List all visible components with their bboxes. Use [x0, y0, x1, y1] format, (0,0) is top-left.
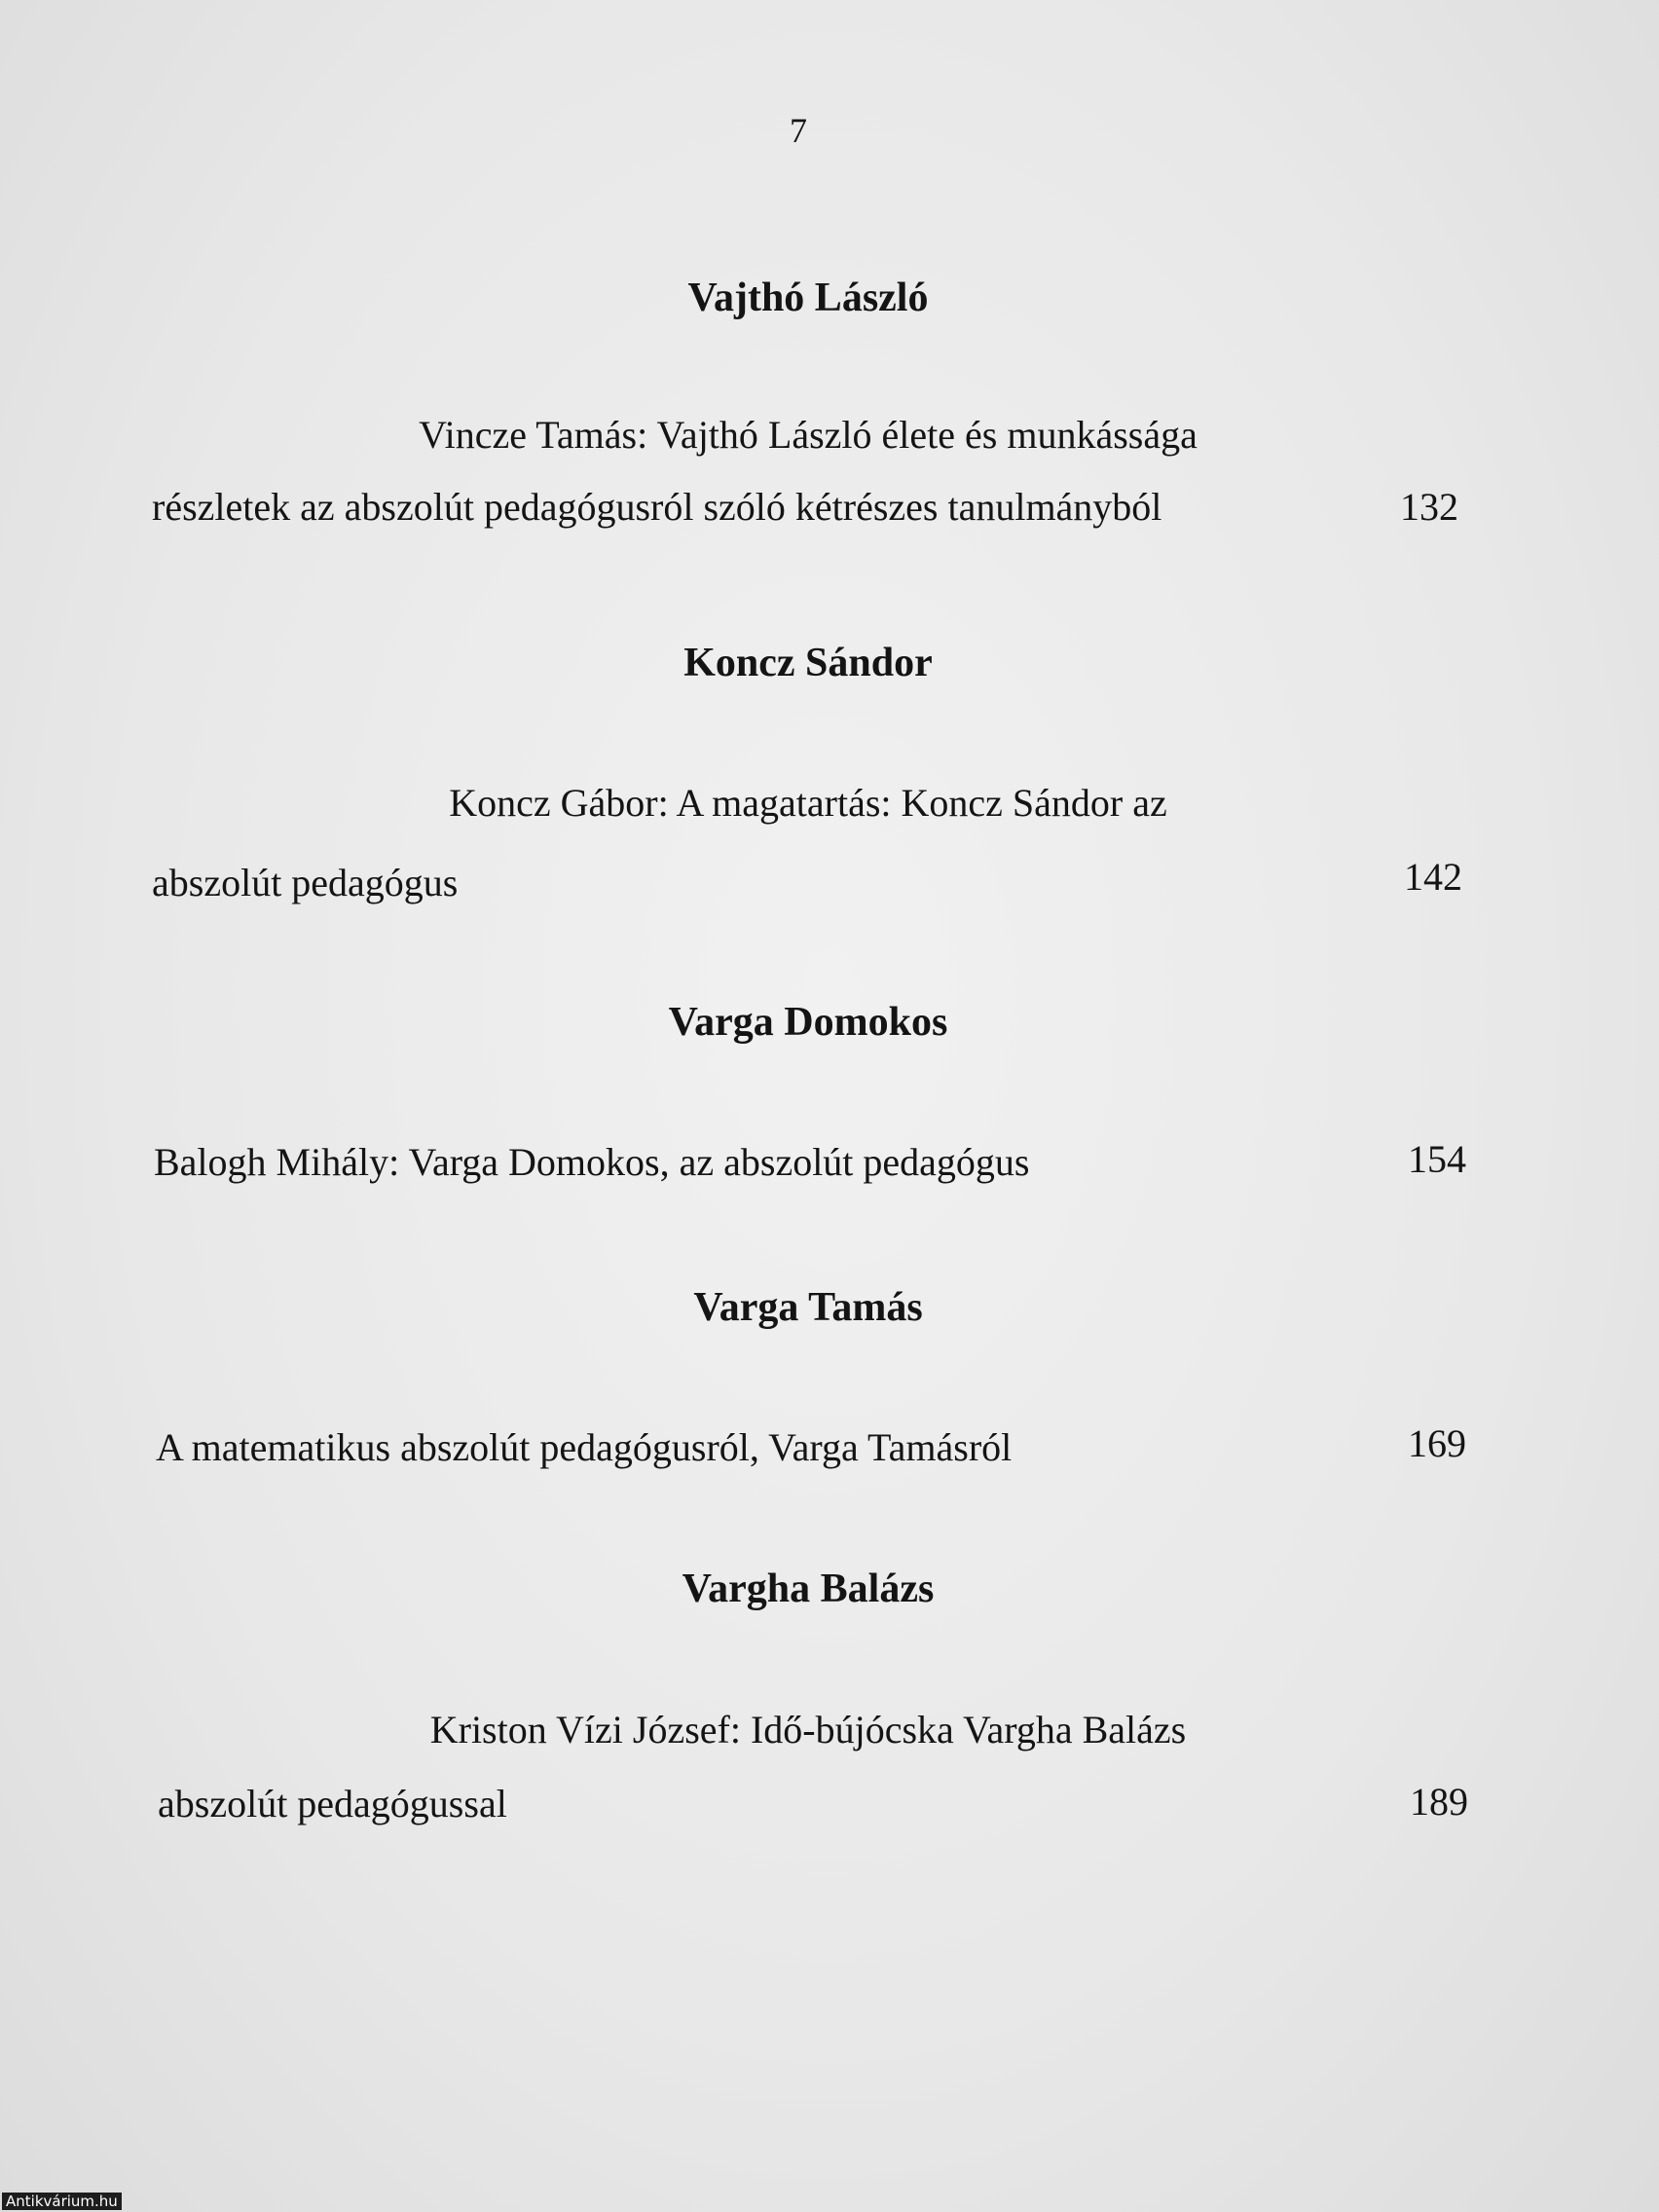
- toc-page-ref-varga-domokos: 154: [1408, 1137, 1466, 1181]
- section-heading-vajtho: Vajthó László: [687, 276, 929, 320]
- toc-entry-subtitle-vargha-balazs: abszolút pedagógussal: [158, 1782, 507, 1825]
- toc-entry-title-vajtho: Vincze Tamás: Vajthó László élete és munkássága: [419, 413, 1198, 457]
- toc-entry-subtitle-koncz: abszolút pedagógus: [152, 861, 459, 904]
- section-heading-varga-domokos: Varga Domokos: [668, 1000, 948, 1045]
- section-heading-vargha-balazs: Vargha Balázs: [682, 1567, 935, 1611]
- toc-entry-title-vargha-balazs: Kriston Vízi József: Idő-bújócska Vargha Balázs: [429, 1708, 1187, 1751]
- section-heading-varga-tamas: Varga Tamás: [693, 1285, 923, 1330]
- toc-page-ref-koncz: 142: [1404, 855, 1462, 899]
- toc-entry-title-koncz: Koncz Gábor: A magatartás: Koncz Sándor az: [449, 781, 1167, 825]
- section-heading-koncz: Koncz Sándor: [683, 641, 933, 685]
- toc-entry-title-varga-domokos: Balogh Mihály: Varga Domokos, az abszolút pedagógus: [154, 1140, 1030, 1184]
- page-number: 7: [790, 111, 807, 150]
- toc-page-ref-vajtho: 132: [1400, 485, 1458, 529]
- toc-page-ref-varga-tamas: 169: [1408, 1421, 1466, 1465]
- toc-entry-subtitle-vajtho: részletek az abszolút pedagógusról szóló kétrészes tanulmányból: [152, 485, 1162, 529]
- watermark: Antikvárium.hu: [2, 2193, 122, 2210]
- toc-page-ref-vargha-balazs: 189: [1410, 1780, 1468, 1824]
- toc-entry-title-varga-tamas: A matematikus abszolút pedagógusról, Varga Tamásról: [156, 1425, 1013, 1469]
